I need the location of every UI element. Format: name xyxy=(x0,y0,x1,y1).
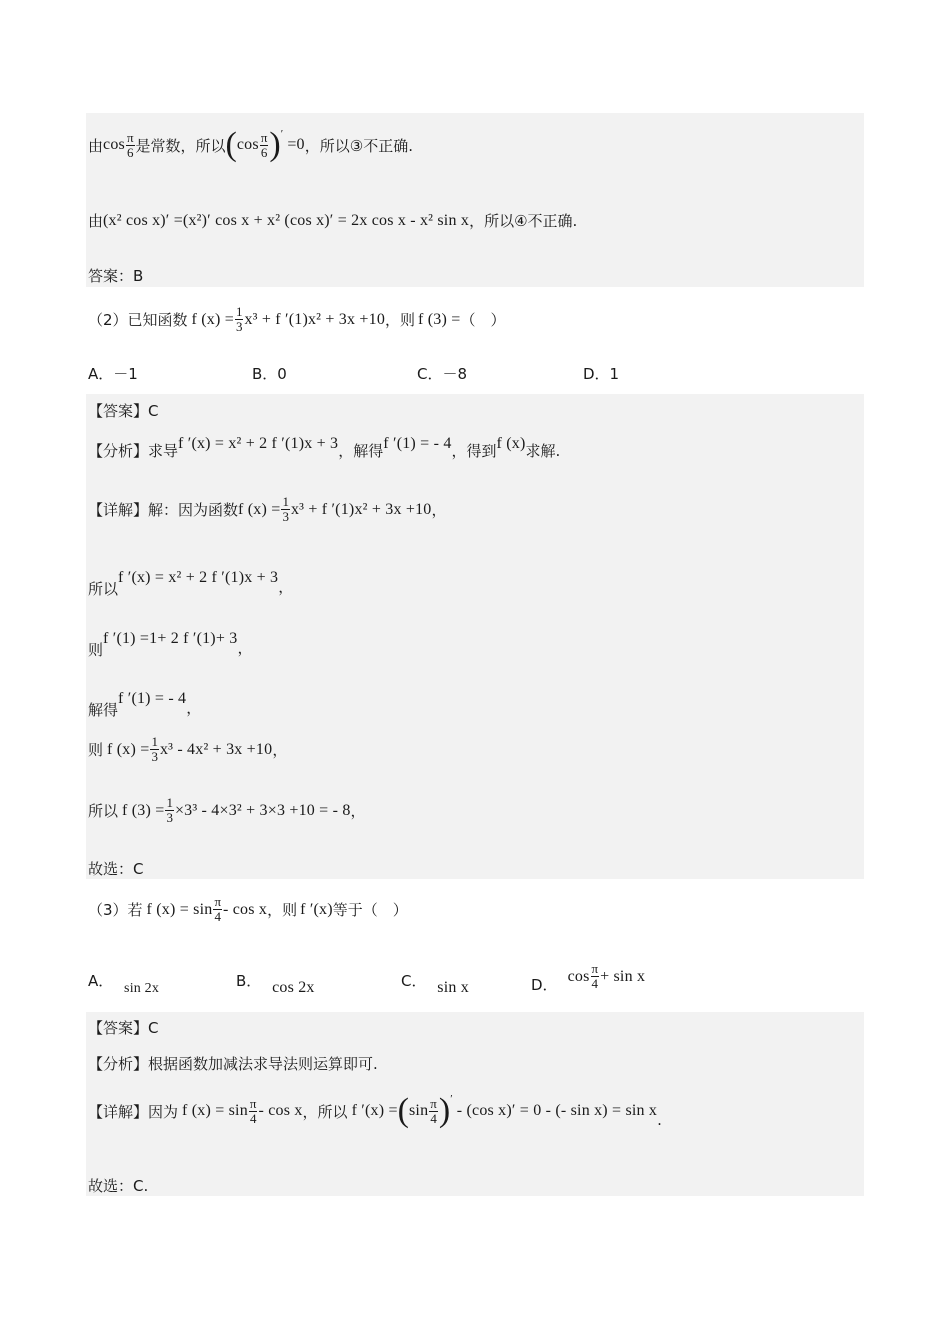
q3-option-c: C． sin x xyxy=(401,972,469,996)
fraction: $\frac{1}{3}$ xyxy=(235,304,243,334)
block1-line2 xyxy=(88,210,577,231)
fraction: $\frac{1}{3}$ xyxy=(166,795,173,825)
q2-option-d: D．1 xyxy=(583,365,620,383)
q3-answer: 【答案】C xyxy=(88,1019,159,1037)
q2-option-c: C．－8 xyxy=(417,365,468,383)
q3-analysis: 【分析】根据函数加减法求导法则运算即可. xyxy=(88,1055,378,1073)
q2-stem: （2）已知函数 f (x) = $\frac{1}{3}$ x³ + f ′(1)x² + 3x +10 ，则 f (3) = （ ） xyxy=(88,304,506,334)
q3-option-b: B． cos 2x xyxy=(236,972,315,996)
math: (x² cos x)′ =(x²)′ cos x + x² (cos x)′ = 2x cos x - x² sin x xyxy=(103,211,470,229)
q2-answer: 【答案】C xyxy=(88,402,159,420)
q3-detail: 【详解】因为 f (x) = sin $\frac{\pi}{4}$ - cos x ，所以 f ′(x) = ( sin $\frac{\pi}{4}$ ) ′ - (cos x)′ = 0 - (- sin x) = sin x . xyxy=(88,1092,662,1129)
q2-step1: 所以 f ′(x) = x² + 2 f ′(1)x + 3 ， xyxy=(88,568,294,598)
block1-answer: 答案：B xyxy=(88,267,144,285)
math: cos xyxy=(103,136,125,153)
fraction: $\frac{\pi}{4}$ xyxy=(249,1095,257,1126)
text: ，所以③不正确. xyxy=(304,136,413,155)
fraction: $\frac{\pi}{4}$ xyxy=(591,961,599,991)
q2-option-a: A．－1 xyxy=(88,365,138,383)
math: =0 xyxy=(287,136,305,153)
fraction: $\frac{1}{3}$ xyxy=(151,734,158,764)
q2-option-b: B．0 xyxy=(252,365,287,383)
text: ，所以④不正确. xyxy=(469,212,578,230)
q2-step3: 解得 f ′(1) = - 4 ， xyxy=(88,689,202,719)
text: 由 xyxy=(88,212,104,230)
q2-step2: 则 f ′(1) =1+ 2 f ′(1)+ 3 ， xyxy=(88,629,253,659)
block1-line1: 由 cos $\frac{\pi}{6}$ 是常数，所以 ( cos $\frac{\pi}{6}$ ) ′ =0 ，所以③不正确. xyxy=(88,126,413,163)
q2-step5: 所以 f (3) = $\frac{1}{3}$ ×3³ - 4×3² + 3×3 +10 = - 8 ， xyxy=(88,795,366,825)
q2-detail: 【详解】解：因为函数 f (x) = $\frac{1}{3}$ x³ + f ′(1)x² + 3x +10 ， xyxy=(88,494,447,524)
q2-final: 故选：C xyxy=(88,860,144,878)
q3-final: 故选：C. xyxy=(88,1177,149,1195)
q3-option-a: A． sin 2x xyxy=(88,972,160,996)
fraction: $\frac{\pi}{4}$ xyxy=(430,1095,437,1126)
fraction: $\frac{1}{3}$ xyxy=(282,494,289,524)
math: cos xyxy=(236,136,259,153)
q3-option-d: D． cos $\frac{\pi}{4}$ + sin x xyxy=(531,961,646,994)
q2-analysis: 【分析】求导 f ′(x) = x² + 2 f ′(1)x + 3 ，解得 f ′(1) = - 4 ，得到 f (x) 求解. xyxy=(88,434,561,460)
q2-step4: 则 f (x) = $\frac{1}{3}$ x³ - 4x² + 3x +10 ， xyxy=(88,734,288,764)
text: 是常数，所以 xyxy=(135,136,226,155)
fraction: $\frac{\pi}{4}$ xyxy=(214,894,222,924)
fraction: $\frac{\pi}{6}$ xyxy=(260,129,268,160)
text: 由 xyxy=(88,136,104,155)
q3-stem: （3）若 f (x) = sin $\frac{\pi}{4}$ - cos x ，则 f ′(x) 等于（ ） xyxy=(88,894,408,924)
text: （2）已知函数 xyxy=(88,311,188,329)
fraction: $\frac{\pi}{6}$ xyxy=(126,129,134,160)
